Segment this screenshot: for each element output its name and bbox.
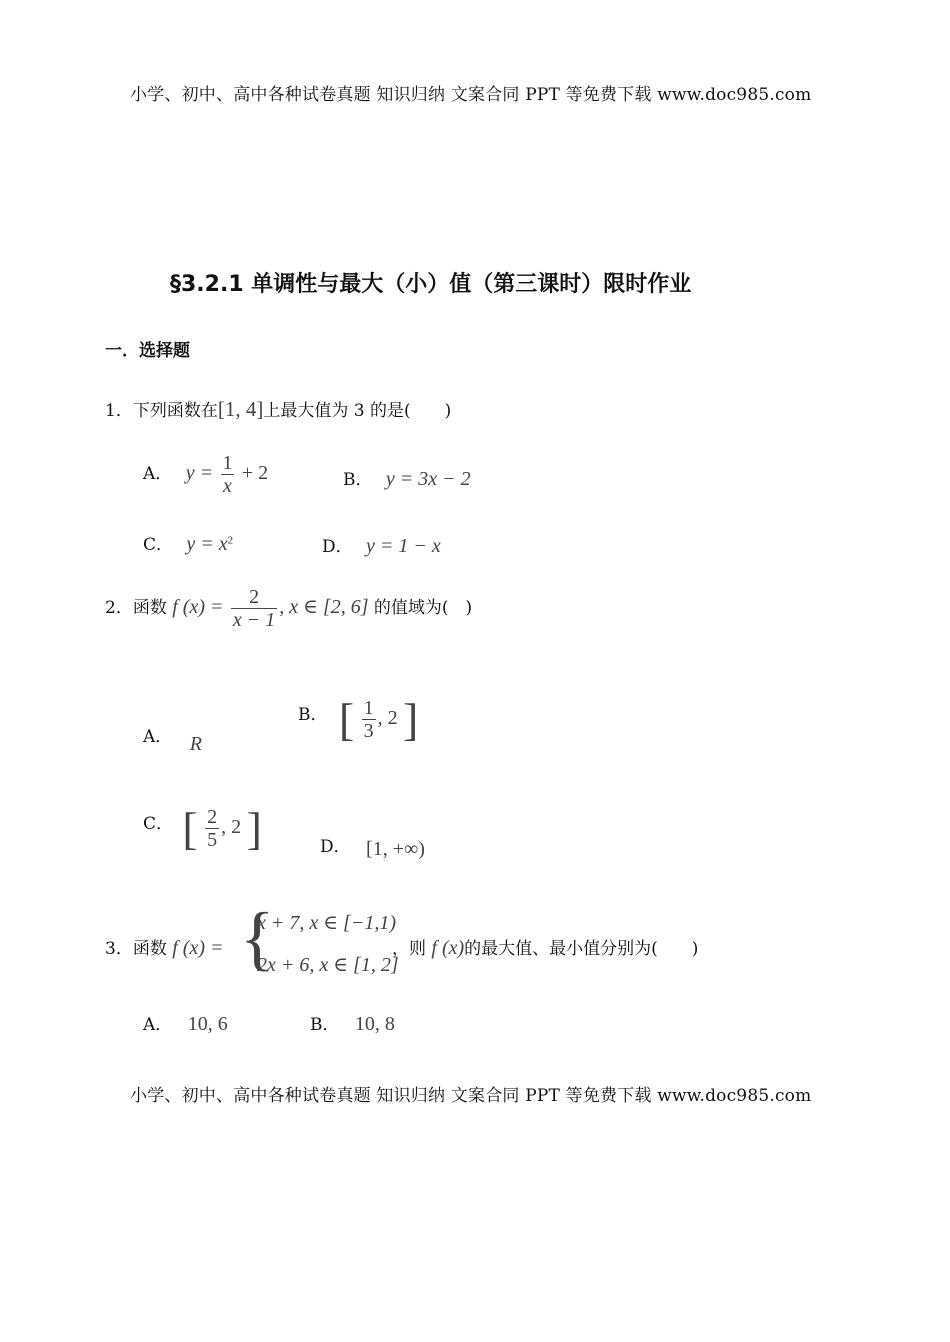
option-expr: R <box>189 733 202 755</box>
q1-option-d[interactable] <box>322 532 441 558</box>
fraction-numerator: 2 <box>249 586 260 608</box>
question-1 <box>105 396 451 422</box>
page-footer: 小学、初中、高中各种试卷真题 知识归纳 文案合同 PPT 等免费下载 www.doc985.com <box>130 1086 812 1106</box>
fraction-numerator: 1 <box>222 452 233 474</box>
q3-option-b[interactable] <box>310 1010 395 1036</box>
q1-option-c[interactable] <box>143 530 233 556</box>
question-stem-pre: 下列函数在 <box>132 401 218 421</box>
question-stem-post: 的最大值、最小值分别为( ) <box>464 939 699 959</box>
option-label: D． <box>322 537 353 557</box>
fraction-denominator: 5 <box>207 829 218 851</box>
interval-math: [1, 4] <box>217 397 264 421</box>
option-label: D． <box>320 837 351 857</box>
q1-option-b[interactable] <box>343 465 471 491</box>
question-number: 3． <box>105 939 133 959</box>
option-expr-rest: , 2 <box>377 707 398 729</box>
function-lhs: f (x) = <box>172 596 224 618</box>
fraction <box>220 452 234 497</box>
piecewise-case-2: 2x + 6, x ∈ [1, 2] <box>257 954 399 976</box>
fraction-numerator: 2 <box>207 806 218 828</box>
option-superscript: 2 <box>227 534 234 547</box>
option-expr-lhs: y = <box>185 462 214 484</box>
right-bracket-icon: ] <box>403 694 419 745</box>
question-stem-pre: 函数 <box>132 939 167 959</box>
option-label: A． <box>143 727 173 747</box>
question-number: 2． <box>105 598 133 618</box>
question-stem-post: 的值域为( ) <box>373 598 473 618</box>
option-expr: 10, 6 <box>187 1013 228 1035</box>
option-label: B． <box>310 1015 340 1035</box>
left-bracket-icon: [ <box>182 803 198 854</box>
page-title: §3.2.1 单调性与最大（小）值（第三课时）限时作业 <box>170 272 692 297</box>
q2-option-a[interactable] <box>143 722 202 755</box>
option-label: A． <box>143 1015 173 1035</box>
function-ref: f (x) <box>431 937 465 959</box>
page-header: 小学、初中、高中各种试卷真题 知识归纳 文案合同 PPT 等免费下载 www.doc985.com <box>130 85 812 105</box>
right-bracket-icon: ] <box>246 803 262 854</box>
question-stem-post: 上最大值为 3 的是( ) <box>263 401 452 421</box>
question-number: 1． <box>105 401 133 421</box>
question-2 <box>105 586 472 631</box>
option-expr: y = 1 − x <box>366 535 441 557</box>
option-expr: y = 3x − 2 <box>385 468 471 490</box>
q2-option-c[interactable] <box>143 802 262 855</box>
q2-option-b[interactable] <box>298 693 418 746</box>
section-heading: 一．选择题 <box>105 341 190 361</box>
piecewise-case-1: x + 7, x ∈ [−1,1) <box>257 912 396 934</box>
option-expr: 10, 8 <box>354 1013 395 1035</box>
question-3-stem-start <box>105 934 223 960</box>
fraction-denominator: x <box>223 475 232 497</box>
option-expr: [1, +∞) <box>366 838 425 860</box>
option-label: C． <box>143 814 174 834</box>
q2-option-d[interactable] <box>320 832 425 858</box>
function-domain: , x ∈ [2, 6] <box>279 596 369 618</box>
q3-option-a[interactable] <box>143 1010 228 1036</box>
fraction <box>362 697 376 742</box>
left-brace-icon: { <box>240 898 275 978</box>
option-label: B． <box>298 705 328 725</box>
fraction-denominator: x − 1 <box>232 609 276 631</box>
function-lhs: f (x) = <box>172 937 224 959</box>
question-stem-mid: ，则 <box>392 939 426 959</box>
option-expr-rest: + 2 <box>241 462 269 484</box>
option-label: B． <box>343 470 373 490</box>
option-label: A． <box>143 464 173 484</box>
option-expr-rest: , 2 <box>221 816 242 838</box>
left-bracket-icon: [ <box>338 694 355 745</box>
fraction <box>231 586 277 631</box>
option-expr: y = x <box>186 533 228 555</box>
fraction-denominator: 3 <box>363 720 374 742</box>
q1-option-a[interactable] <box>143 452 268 497</box>
question-3-stem-end <box>392 934 698 960</box>
fraction <box>205 806 219 851</box>
fraction-numerator: 1 <box>363 697 374 719</box>
question-stem-pre: 函数 <box>132 598 167 618</box>
option-label: C． <box>143 535 174 555</box>
